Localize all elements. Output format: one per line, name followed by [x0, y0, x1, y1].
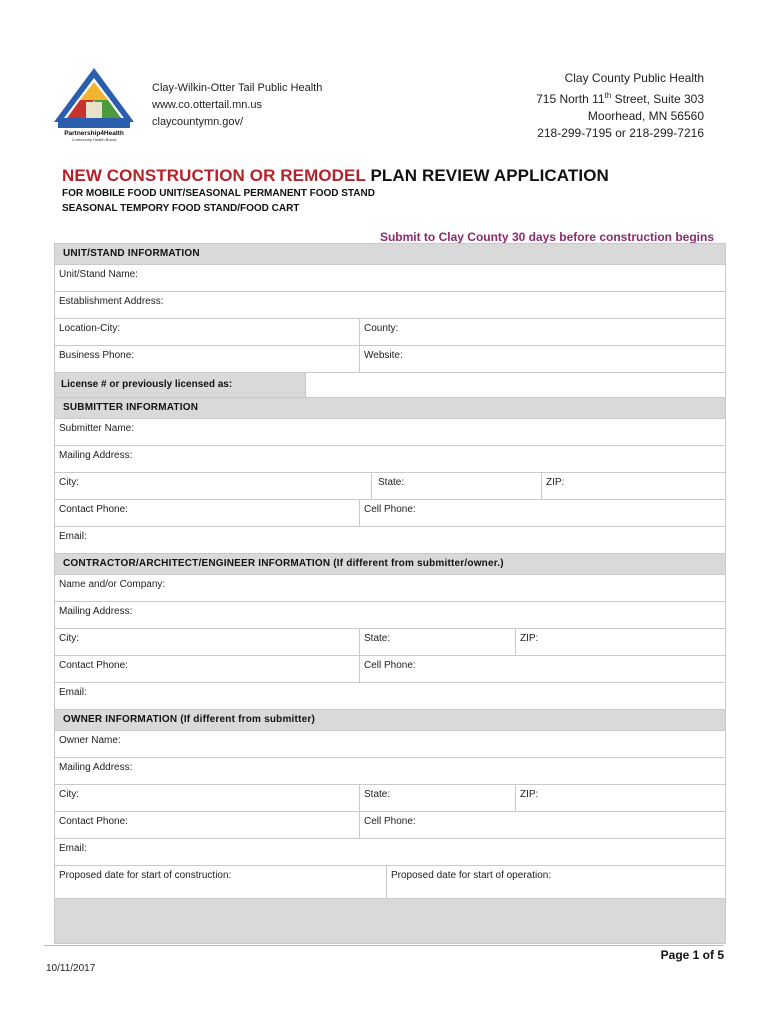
- revision-date: 10/11/2017: [46, 963, 96, 974]
- agency-info: [152, 80, 322, 131]
- owner-email-field[interactable]: Email:: [55, 839, 725, 866]
- agency-name: Clay-Wilkin-Otter Tail Public Health: [152, 82, 323, 94]
- contractor-state-field[interactable]: State:: [359, 629, 515, 655]
- submitter-zip-field[interactable]: ZIP:: [541, 473, 725, 499]
- application-form: [54, 243, 726, 944]
- county-city: Moorhead, MN 56560: [587, 109, 704, 123]
- owner-cell-field[interactable]: Cell Phone:: [359, 812, 725, 838]
- license-label: License # or previously licensed as:: [55, 373, 305, 397]
- section-contractor-header: CONTRACTOR/ARCHITECT/ENGINEER INFORMATION (If different from submitter/owner.): [55, 554, 725, 575]
- owner-city-field[interactable]: City:: [59, 789, 79, 800]
- unit-county-field[interactable]: County:: [359, 319, 725, 345]
- unit-name-field[interactable]: Unit/Stand Name:: [55, 265, 725, 292]
- svg-text:Community Health Board: Community Health Board: [71, 137, 117, 142]
- document-subtitle: FOR MOBILE FOOD UNIT/SEASONAL PERMANENT FOOD STAND SEASONAL TEMPORY FOOD STAND/FOOD CART: [62, 188, 375, 214]
- footer-divider: [44, 945, 724, 946]
- owner-name-field[interactable]: Owner Name:: [55, 731, 725, 758]
- section-unit-header: UNIT/STAND INFORMATION: [55, 244, 725, 265]
- contractor-phone-field[interactable]: Contact Phone:: [59, 660, 128, 671]
- submitter-state-field[interactable]: State:: [371, 473, 541, 499]
- section-submitter-header: SUBMITTER INFORMATION: [55, 398, 725, 419]
- owner-zip-field[interactable]: ZIP:: [515, 785, 725, 811]
- owner-mailing-field[interactable]: Mailing Address:: [55, 758, 725, 785]
- county-phones: 218-299-7195 or 218-299-7216: [537, 126, 704, 140]
- owner-state-field[interactable]: State:: [359, 785, 515, 811]
- unit-address-field[interactable]: Establishment Address:: [55, 292, 725, 319]
- submitter-email-field[interactable]: Email:: [55, 527, 725, 554]
- contractor-cell-field[interactable]: Cell Phone:: [359, 656, 725, 682]
- triangle-logo-icon: [52, 66, 136, 142]
- agency-website-1: www.co.ottertail.mn.us: [152, 99, 263, 111]
- document-title: NEW CONSTRUCTION OR REMODEL PLAN REVIEW APPLICATION: [62, 166, 609, 185]
- owner-phone-field[interactable]: Contact Phone:: [59, 816, 128, 827]
- contractor-zip-field[interactable]: ZIP:: [515, 629, 725, 655]
- license-field[interactable]: [305, 373, 725, 397]
- gray-footer-block: [55, 899, 725, 943]
- submitter-mailing-field[interactable]: Mailing Address:: [55, 446, 725, 473]
- agency-website-2: claycountymn.gov/: [152, 116, 244, 128]
- contractor-mailing-field[interactable]: Mailing Address:: [55, 602, 725, 629]
- submitter-phone-field[interactable]: Contact Phone:: [59, 504, 128, 515]
- submitter-cell-field[interactable]: Cell Phone:: [359, 500, 725, 526]
- county-street: 715 North 11th Street, Suite 303: [536, 91, 704, 106]
- unit-city-field[interactable]: Location-City:: [59, 323, 121, 334]
- contractor-city-field[interactable]: City:: [59, 633, 79, 644]
- county-address: [444, 70, 704, 142]
- page-number: Page 1 of 5: [660, 948, 724, 962]
- submitter-city-field[interactable]: City:: [59, 477, 79, 488]
- submitter-name-field[interactable]: Submitter Name:: [55, 419, 725, 446]
- contractor-email-field[interactable]: Email:: [55, 683, 725, 710]
- partnership4health-logo: [52, 66, 136, 142]
- unit-phone-field[interactable]: Business Phone:: [59, 350, 135, 361]
- county-name: Clay County Public Health: [564, 71, 704, 85]
- operation-date-field[interactable]: Proposed date for start of operation:: [386, 866, 725, 898]
- svg-text:Partnership4Health: Partnership4Health: [64, 130, 124, 137]
- construction-date-field[interactable]: Proposed date for start of construction:: [59, 870, 232, 881]
- contractor-name-field[interactable]: Name and/or Company:: [55, 575, 725, 602]
- unit-website-field[interactable]: Website:: [359, 346, 725, 372]
- submit-note: Submit to Clay County 30 days before construction begins: [379, 230, 714, 244]
- section-owner-header: OWNER INFORMATION (If different from submitter): [55, 710, 725, 731]
